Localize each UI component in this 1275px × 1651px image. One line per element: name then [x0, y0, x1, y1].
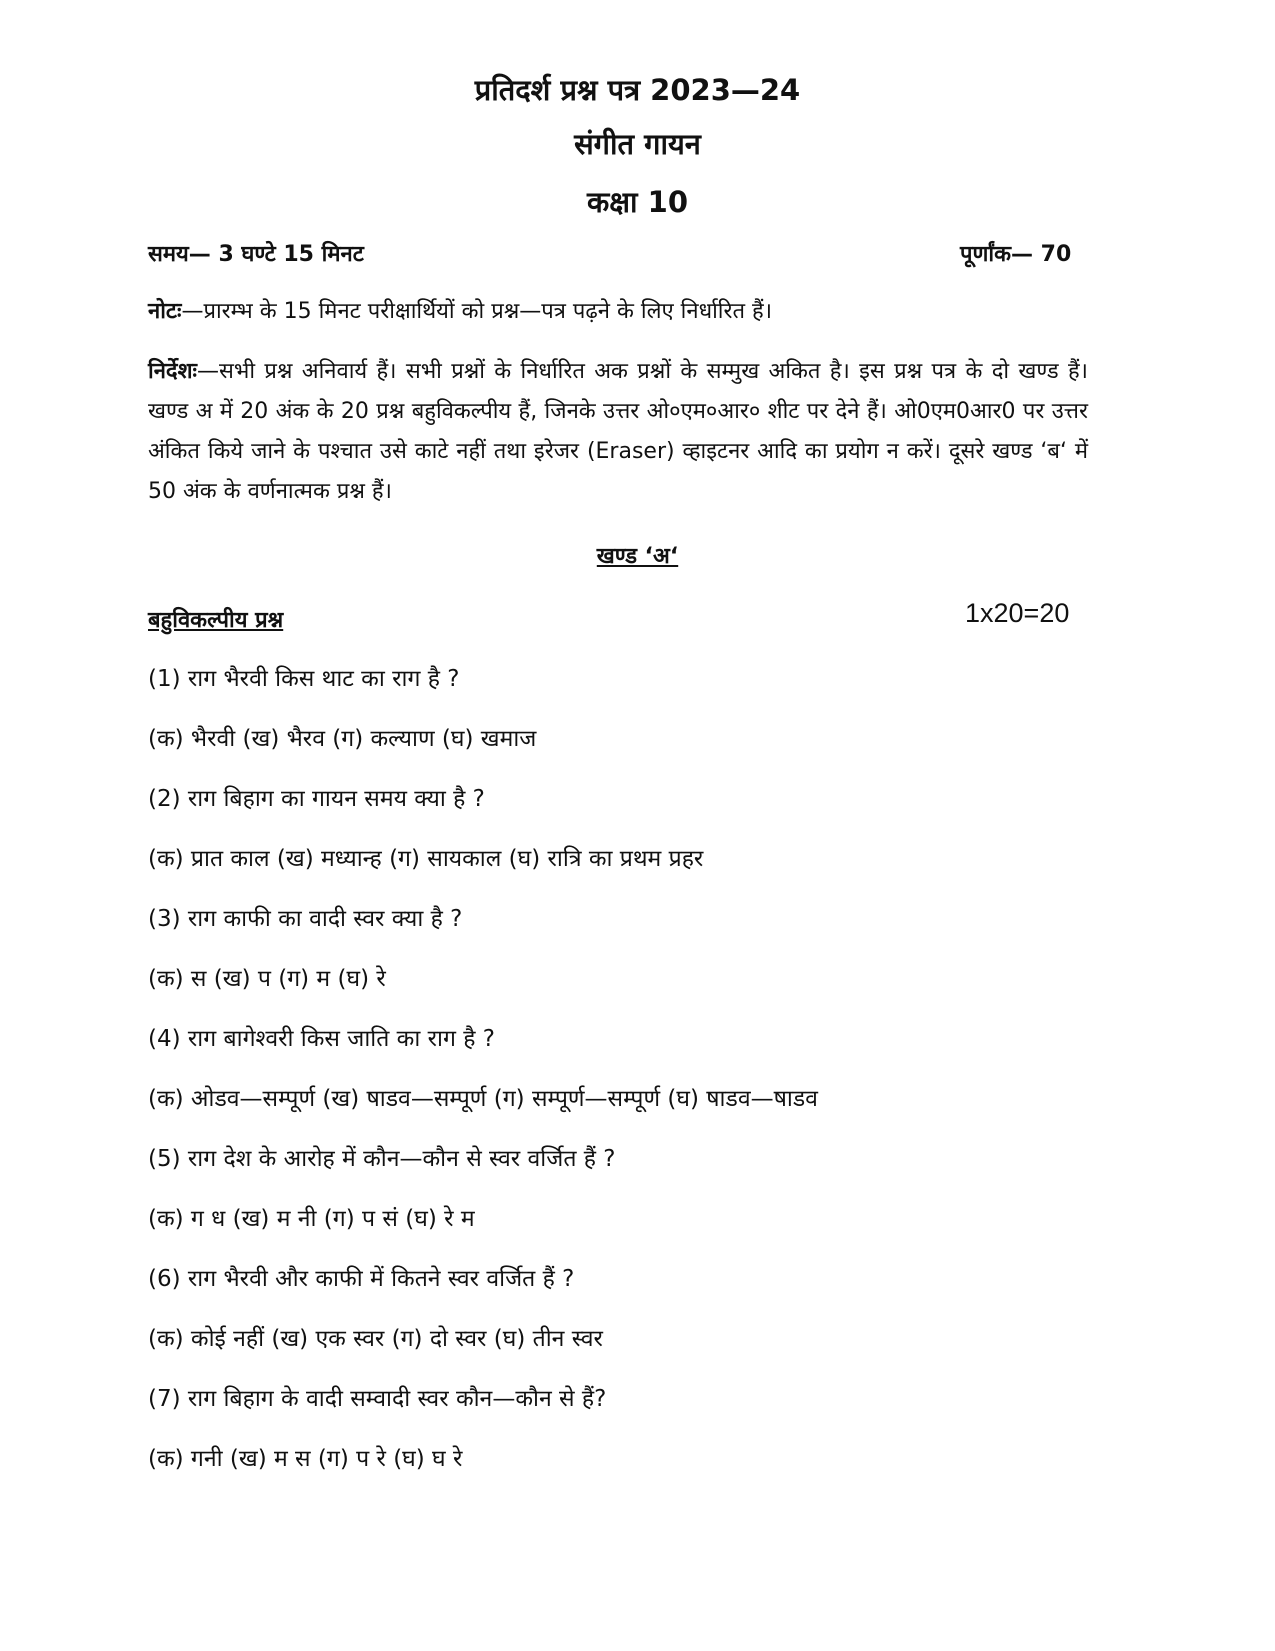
question-options: (क) ओडव—सम्पूर्ण (ख) षाडव—सम्पूर्ण (ग) सम्पूर्ण—सम्पूर्ण (घ) षाडव—षाडव	[148, 1086, 818, 1112]
subject-title: संगीत गायन	[574, 127, 701, 161]
question-options: (क) ग ध (ख) म नी (ग) प सं (घ) रे म	[148, 1206, 475, 1232]
question-text: (1) राग भैरवी किस थाट का राग है ?	[148, 666, 460, 692]
instructions-label: निर्देशः	[148, 359, 197, 384]
question-text: (6) राग भैरवी और काफी में कितने स्वर वर्जित हैं ?	[148, 1266, 575, 1292]
section-title-text: खण्ड ‘अ‘	[596, 544, 679, 569]
question-options: (क) भैरवी (ख) भैरव (ग) कल्याण (घ) खमाज	[148, 726, 537, 752]
question-options: (क) कोई नहीं (ख) एक स्वर (ग) दो स्वर (घ) तीन स्वर	[148, 1326, 603, 1352]
question-text: (3) राग काफी का वादी स्वर क्या है ?	[148, 906, 463, 932]
question-options: (क) स (ख) प (ग) म (घ) रे	[148, 966, 386, 992]
note-paragraph	[148, 292, 1088, 332]
section-heading	[0, 540, 1275, 570]
question-text: (5) राग देश के आरोह में कौन—कौन से स्वर वर्जित हैं ?	[148, 1146, 616, 1172]
question-options: (क) गनी (ख) म स (ग) प रे (घ) घ रे	[148, 1446, 463, 1472]
question-text: (2) राग बिहाग का गायन समय क्या है ?	[148, 786, 485, 812]
note-label: नोटः	[148, 299, 182, 324]
mcq-marks: 1x20=20	[965, 598, 1070, 628]
max-marks: पूर्णांक— 70	[960, 242, 1072, 267]
time-allowed: समय— 3 घण्टे 15 मिनट	[148, 242, 364, 267]
instructions-paragraph	[148, 352, 1088, 512]
class-title: कक्षा 10	[586, 185, 689, 219]
paper-title: प्रतिदर्श प्रश्न पत्र 2023—24	[474, 73, 801, 107]
question-text: (4) राग बागेश्वरी किस जाति का राग है ?	[148, 1026, 495, 1052]
mcq-heading: बहुविकल्पीय प्रश्न	[148, 608, 284, 633]
question-text: (7) राग बिहाग के वादी सम्वादी स्वर कौन—कौन से हैं?	[148, 1386, 607, 1412]
question-options: (क) प्रात काल (ख) मध्यान्ह (ग) सायकाल (घ) रात्रि का प्रथम प्रहर	[148, 846, 704, 872]
note-text: —प्रारम्भ के 15 मिनट परीक्षार्थियों को प्रश्न—पत्र पढ़ने के लिए निर्धारित हैं।	[181, 299, 773, 324]
question-list	[148, 664, 1128, 1504]
instructions-text: —सभी प्रश्न अनिवार्य हैं। सभी प्रश्नों के निर्धारित अक प्रश्नों के सम्मुख अकित है। इस प्रश्न पत्र के दो खण्ड हैं। खण्ड अ में 20 अंक के 20 प्रश्न बहुविकल्पीय हैं, जिनके उत्तर ओ०एम०आर० शीट पर देने हैं। ओ0एम0आर0 पर उत्तर अंकित किये जाने के पश्चात उसे काटे नहीं तथा इरेजर (Eraser) व्हाइटनर आदि का प्रयोग न करें। दूसरे खण्ड ‘ब‘ में 50 अंक के वर्णनात्मक प्रश्न हैं।	[148, 359, 1088, 504]
